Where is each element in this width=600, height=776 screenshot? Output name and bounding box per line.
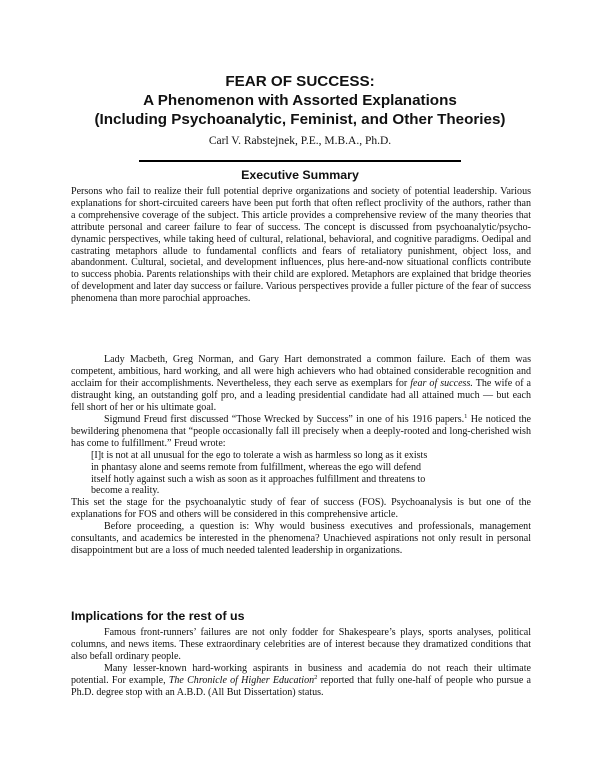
title-line-3: (Including Psychoanalytic, Feminist, and Other Theories): [94, 111, 506, 128]
quote-line: become a reality.: [91, 485, 160, 497]
section-body: [71, 627, 531, 699]
article-title: [60, 72, 540, 129]
paragraph-text: Sigmund Freud first discussed “Those Wrecked by Success” in one of his 1916 papers.: [104, 413, 465, 425]
title-line-2: A Phenomenon with Assorted Explanations: [143, 92, 457, 109]
block-quote: [71, 450, 491, 498]
paragraph-text: The wife of a distraught king, an outstanding golf pro, and a leading presidential candidate had all attained much — but each fell short of her or his ultimate goal.: [71, 377, 531, 413]
author-byline: Carl V. Rabstejnek, P.E., M.B.A., Ph.D.: [208, 135, 392, 147]
body-paragraph-1: [71, 354, 531, 414]
article-body: [71, 354, 531, 557]
quote-line: in phantasy alone and seems remote from fulfillment, whereas the ego will defend: [91, 461, 422, 473]
section-paragraph-2: [71, 663, 531, 699]
footnote-marker: 1: [464, 412, 468, 420]
emphasis-text: The Chronicle of Higher Education: [168, 674, 315, 686]
body-paragraph-4: Before proceeding, a question is: Why would business executives and professionals, management consultants, and academics be interested in the phenomena? Unachieved aspirations not only result in personal disappointment but are a loss of much needed talented leadership in organizations.: [71, 521, 531, 557]
quote-line: itself hotly against such a wish as soon as it approaches fulfillment and threatens to: [91, 473, 426, 485]
executive-summary-heading: Executive Summary: [241, 168, 359, 182]
paragraph-text: Lady Macbeth, Greg Norman, and Gary Hart demonstrated a common failure. Each of them was competent, ambitious, hard working, and all were high achievers who had obtained considerable recognition and acclaim for their accomplishments. Nevertheless, they each serve as exemplars for: [71, 354, 531, 389]
title-line-1: FEAR OF SUCCESS:: [225, 73, 375, 90]
executive-summary-text: Persons who fail to realize their full potential deprive organizations and society of potential leadership. Various explanations for short-circuited careers have been put forth that often reflect proclivity of the authors, rather than a comprehensive coverage of the subject. This article provides a comprehensive review of the many theories that attribute personal and career failure to fear of success. The concept is discussed from psychoanalytic/psycho-dynamic perspectives, while taking heed of cultural, relational, behavioral, and cognitive paradigms. Oedipal and castrating metaphors allude to fundamental conflicts and fears of retaliatory punishment, object loss, and abandonment. Cultural, societal, and development influences, plus here-and-now situational conflicts contribute to success phobia. Parents relationships with their child are explored. Metaphors are explained that bridge theories of development and later day success or failure. Various perspectives provide a fuller picture of the fear of success phenomena than more parochial approaches.: [71, 186, 531, 305]
paragraph-text: He noticed the bewildering phenomena that “people occasionally fall ill precisely when a deeply-rooted and long-cherished wish has come to fulfillment.” Freud wrote:: [71, 413, 531, 449]
title-divider: [139, 160, 461, 162]
body-paragraph-2: [71, 414, 531, 450]
quote-line: [I]t is not at all unusual for the ego to tolerate a wish as harmless so long as it exists: [91, 449, 428, 461]
footnote-marker: 2: [314, 673, 318, 681]
section-heading: Implications for the rest of us: [71, 609, 245, 623]
body-paragraph-3: This set the stage for the psychoanalytic study of fear of success (FOS). Psychoanalysis is but one of the explanations for FOS and others will be considered in this comprehensive article.: [71, 497, 531, 521]
section-paragraph-1: Famous front-runners’ failures are not only fodder for Shakespeare’s plays, sports analyses, political columns, and news items. These extraordinary celebrities are of interest because they dramatized conditions that also befall ordinary people.: [71, 627, 531, 662]
emphasis-text: fear of success.: [410, 377, 473, 389]
paragraph-text: Many lesser-known hard-working aspirants in business and academia do not reach their ultimate potential. For example,: [71, 662, 531, 686]
paragraph-text: reported that fully one-half of people who pursue a Ph.D. degree stop with an A.B.D. (All But Dissertation) status.: [71, 674, 531, 698]
